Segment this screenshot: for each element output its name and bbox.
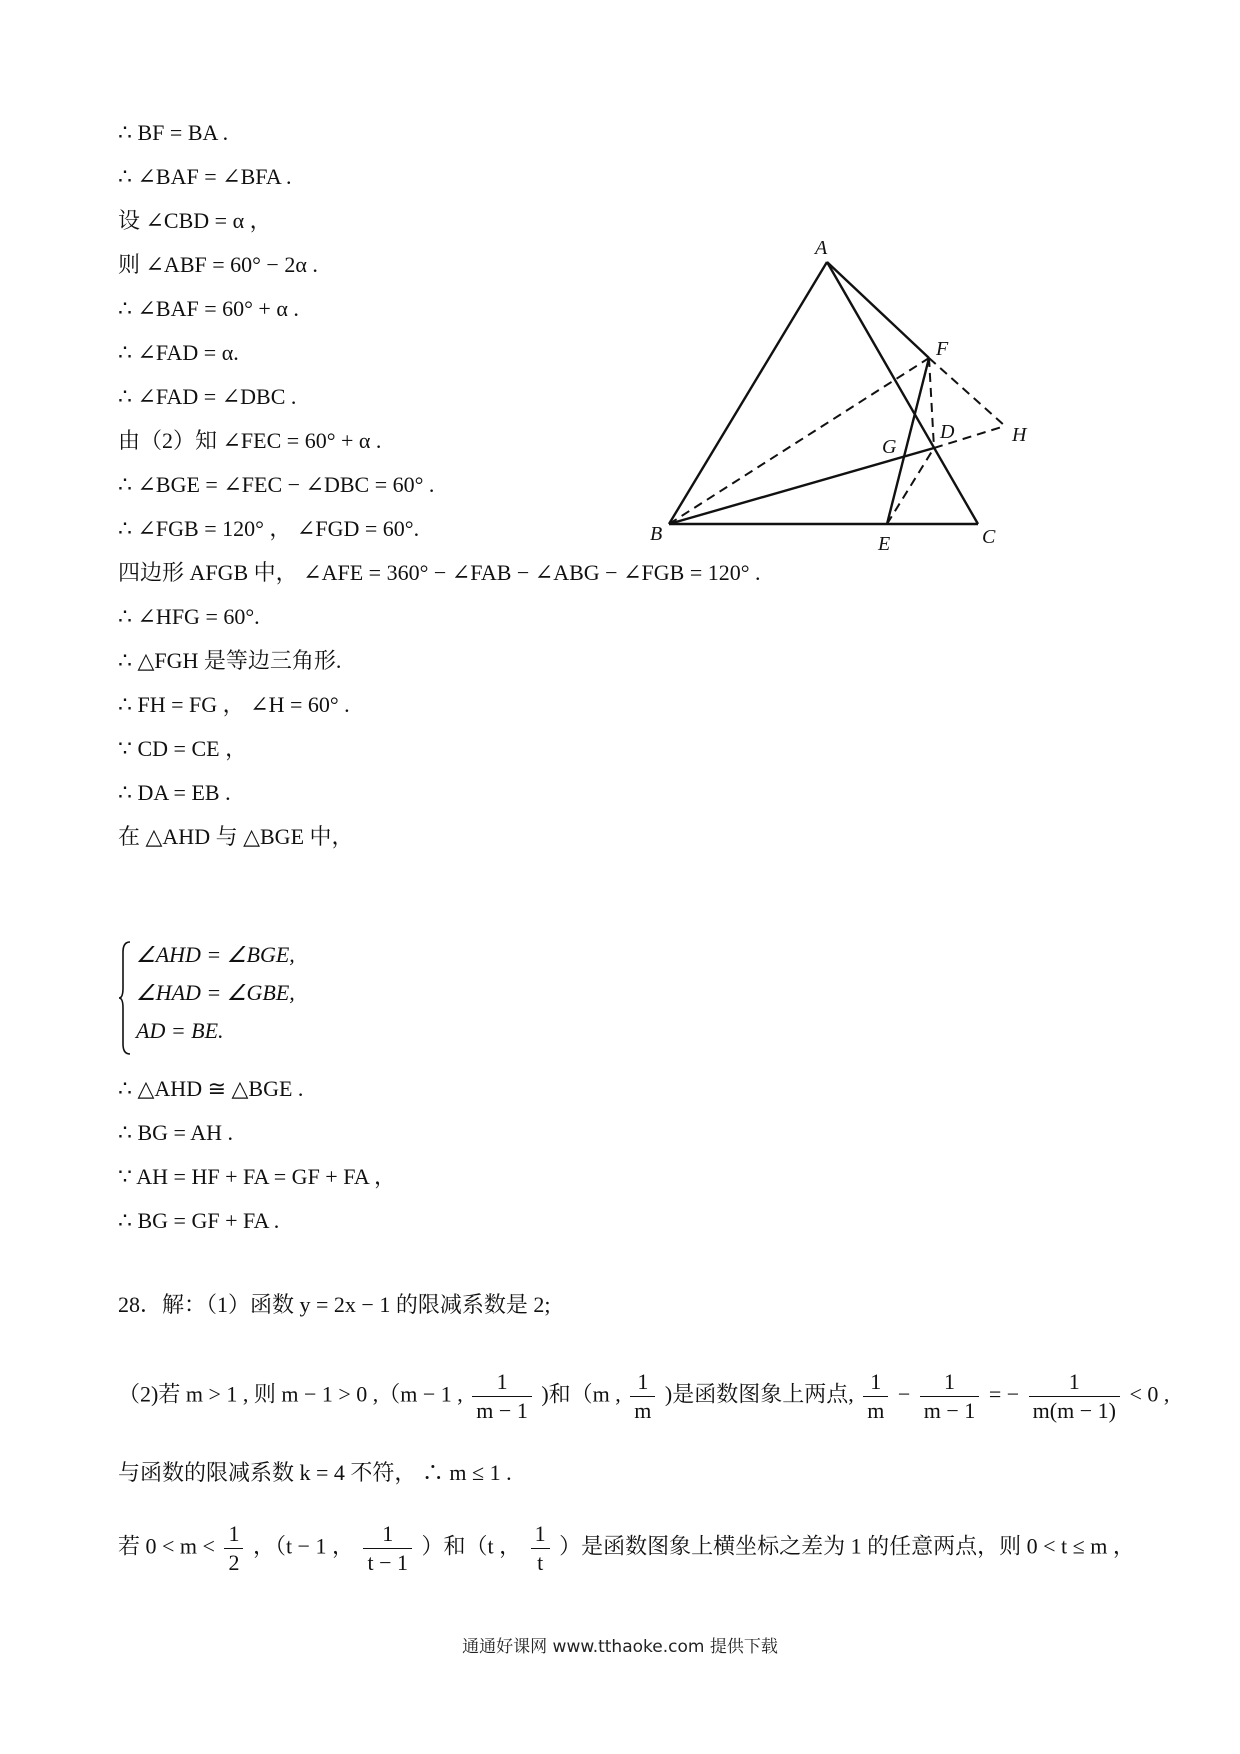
text-segment: ）和（t ， [421,1533,522,1559]
proof-line: ∴ ∠HFG = 60°. [118,604,260,629]
proof-line: ∴ BG = GF + FA . [118,1208,280,1233]
proof-line: ∴ BG = AH . [118,1120,234,1145]
denominator: m(m − 1) [1029,1396,1120,1425]
text-segment: ，（t − 1 ， [252,1533,354,1559]
label-G: G [882,436,897,458]
label-B: B [650,523,663,545]
label-A: A [815,237,828,259]
congruence-system [118,940,438,1060]
proof-line: ∴ ∠FAD = α. [118,340,239,365]
numerator: 1 [496,1369,508,1394]
label-E: E [878,533,891,555]
numerator: 1 [1068,1369,1080,1394]
proof-line: 由（2）知 ∠FEC = 60° + α . [118,428,382,453]
system-row: ∠AHD = ∠BGE, [136,942,295,967]
proof-line: 设 ∠CBD = α ， [118,208,272,233]
footer-source: 通通好课网 www.tthaoke.com 提供下载 [462,1637,778,1657]
label-C: C [982,526,996,548]
text-segment: = − [988,1381,1020,1407]
proof-line: ∴ ∠FAD = ∠DBC . [118,384,297,409]
denominator: t [531,1548,550,1577]
numerator: 1 [944,1369,956,1394]
denominator: t − 1 [363,1548,412,1577]
fraction [224,1520,243,1577]
proof-line: ∴ DA = EB . [118,780,231,805]
proof-line: ∴ FH = FG ， ∠H = 60° . [118,692,350,717]
fraction [630,1368,655,1425]
text-segment: < 0 , [1129,1381,1170,1407]
text-segment: （2)若 m > 1 , 则 m − 1 > 0 ,（m − 1 , [118,1381,463,1407]
proof-line: ∴ ∠BAF = ∠BFA . [118,164,292,189]
fraction [863,1368,888,1425]
label-D: D [940,421,955,443]
segment-FD-dashed [929,358,934,448]
fraction [1029,1368,1120,1425]
fraction [363,1520,412,1577]
proof-line: ∴ BF = BA . [118,120,229,145]
proof-line: ∵ CD = CE ， [118,736,248,761]
proof-line: ∴ △FGH 是等边三角形. [118,648,342,673]
geometry-figure [640,230,1060,570]
proof-line: ∴ ∠FGB = 120° ， ∠FGD = 60°. [118,516,420,541]
text-segment: 若 0 < m < [118,1533,215,1559]
q28-part2-conclusion: 与函数的限减系数 k = 4 不符， ∴ m ≤ 1 . [118,1460,512,1485]
proof-line: 在 △AHD 与 △BGE 中， [118,824,354,849]
numerator: 1 [637,1369,649,1394]
text-segment: )是函数图象上两点, [664,1381,854,1407]
numerator: 1 [228,1521,240,1546]
proof-line: ∵ AH = HF + FA = GF + FA ， [118,1164,396,1189]
q28-part1: 28．解：（1）函数 y = 2x − 1 的限减系数是 2; [118,1292,551,1317]
text-segment: )和（m , [541,1381,621,1407]
label-F: F [936,338,949,360]
segment-FH-dashed [929,358,1005,426]
proof-line: ∴ △AHD ≅ △BGE . [118,1076,304,1101]
denominator: m [863,1396,888,1425]
system-row: AD = BE. [136,1018,224,1043]
proof-line: 四边形 AFGB 中， ∠AFE = 360° − ∠FAB − ∠ABG − ∠FGB = 120° . [118,560,761,585]
text-segment: − [897,1381,911,1407]
q28-part2-line [118,1368,1169,1425]
numerator: 1 [534,1521,546,1546]
denominator: m − 1 [920,1396,980,1425]
left-brace-icon [118,940,132,1056]
proof-line: 则 ∠ABF = 60° − 2α . [118,252,318,277]
system-row: ∠HAD = ∠GBE, [136,980,295,1005]
numerator: 1 [382,1521,394,1546]
denominator: m − 1 [472,1396,532,1425]
fraction [531,1520,550,1577]
q28-part2-case2 [118,1520,1135,1577]
proof-line: ∴ ∠BAF = 60° + α . [118,296,299,321]
numerator: 1 [870,1369,882,1394]
denominator: 2 [224,1548,243,1577]
denominator: m [630,1396,655,1425]
segment-AC [827,262,978,524]
fraction [920,1368,980,1425]
label-H: H [1012,424,1027,446]
fraction [472,1368,532,1425]
segment-AF [827,262,929,358]
text-segment: ）是函数图象上横坐标之差为 1 的任意两点，则 0 < t ≤ m ， [559,1533,1135,1559]
proof-line: ∴ ∠BGE = ∠FEC − ∠DBC = 60° . [118,472,435,497]
